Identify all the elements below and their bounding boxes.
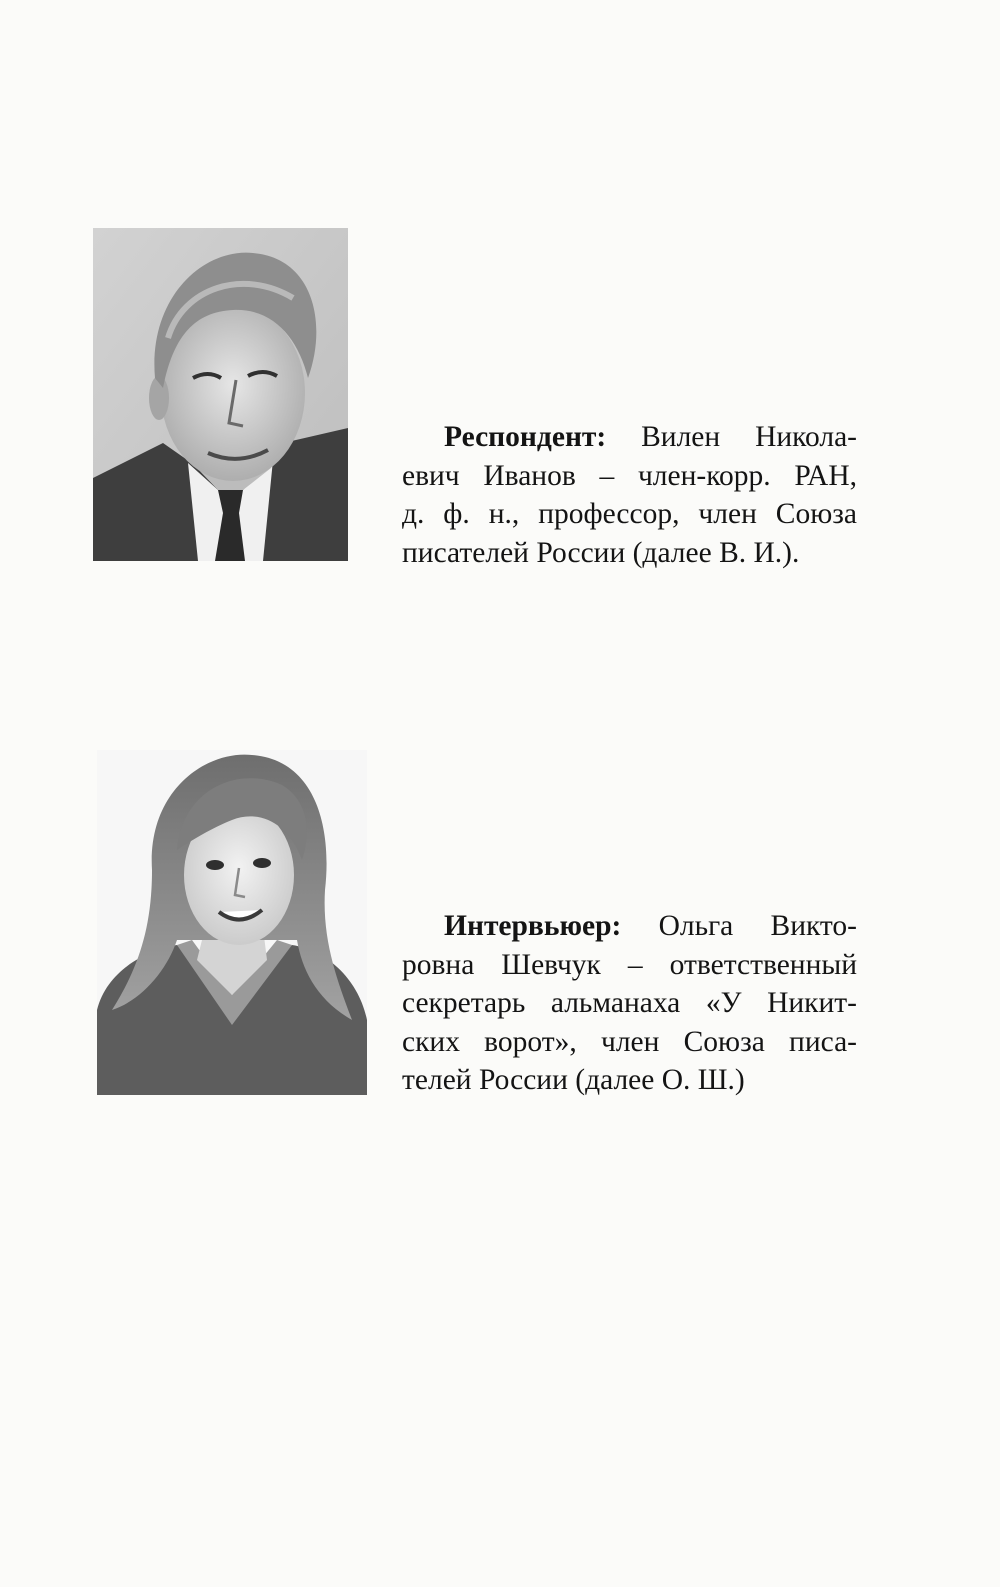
- interviewer-bio-line-1: Интервьюер: Ольга Викто-: [444, 910, 857, 942]
- respondent-bio-line-3: д. ф. н., профессор, член Союза: [402, 498, 857, 530]
- respondent-bio: [402, 418, 857, 572]
- interviewer-bio-line-3: секретарь альманаха «У Никит-: [402, 987, 857, 1019]
- interviewer-bio: [402, 907, 857, 1100]
- man-portrait-image: [93, 228, 348, 561]
- interviewer-bio-line-2: ровна Шевчук – ответственный: [402, 948, 857, 981]
- respondent-bio-line-2: евич Иванов – член-корр. РАН,: [402, 459, 857, 492]
- interviewer-photo: [97, 750, 367, 1095]
- woman-portrait-image: [97, 750, 367, 1095]
- respondent-photo: [93, 228, 348, 561]
- respondent-role-label: Респондент:: [444, 421, 607, 453]
- respondent-bio-line-4: писателей России (далее В. И.).: [402, 536, 800, 569]
- interviewer-bio-line-5: телей России (далее О. Ш.): [402, 1064, 745, 1096]
- interviewer-role-label: Интервьюер:: [444, 910, 622, 942]
- respondent-bio-line-1: Респондент: Вилен Никола-: [444, 421, 857, 453]
- interviewer-bio-line-4: ских ворот», член Союза писа-: [402, 1025, 857, 1058]
